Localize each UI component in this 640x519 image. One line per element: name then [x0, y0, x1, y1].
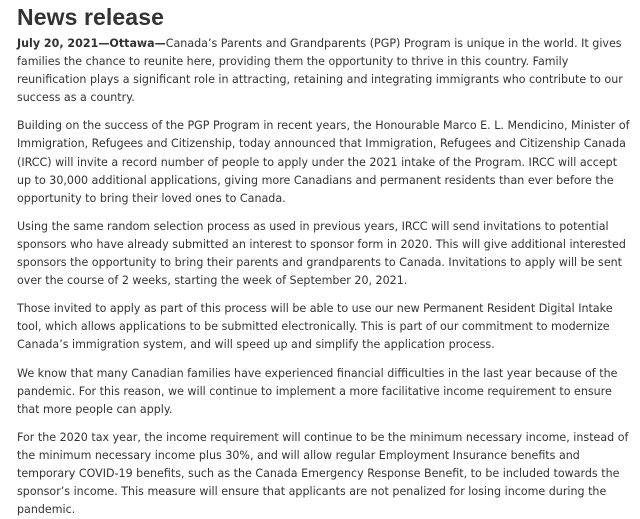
paragraph-digital-intake: Those invited to apply as part of this process will be able to use our new Permanent Resident Digital Intake tool, which allows applications to be submitted electronically. This is part of our commitment to modernize Canada’s immigration system, and will speed up and simplify the application process.	[17, 302, 613, 352]
page-title: News release	[17, 4, 164, 30]
paragraph-income-requirement: For the 2020 tax year, the income requirement will continue to be the minimum necessary income, instead of the minimum necessary income plus 30%, and will allow regular Employment Insurance benefits and temporary COVID-19 benefits, such as the Canada Emergency Response Benefit, to be included towards the sponsor’s income. This measure will ensure that applicants are not penalized for losing income during the pandemic.	[17, 430, 629, 517]
paragraph-announcement: Building on the success of the PGP Program in recent years, the Honourable Marco E. L. Mendicino, Minister of Immigration, Refugees and Citizenship, today announced that Immigration, Refugees and Citizenship Canada (IRCC) will invite a record number of people to apply under the 2021 intake of the Program. IRCC will accept up to 30,000 additional applications, giving more Canadians and permanent residents than ever before the opportunity to bring their loved ones to Canada.	[17, 119, 630, 205]
dateline: July 20, 2021—Ottawa—	[17, 37, 166, 50]
paragraph-intro-text: Canada’s Parents and Grandparents (PGP) Program is unique in the world. It gives families the chance to reunite here, providing them the opportunity to thrive in this country. Family reunification plays a significant role in attracting, retaining and integrating immigrants who contribute to our success as a country.	[17, 37, 623, 105]
paragraph-financial-difficulties: We know that many Canadian families have experienced financial difficulties in the last year because of the pandemic. For this reason, we will continue to implement a more facilitative income requirement to ensure that more people can apply.	[17, 366, 618, 416]
paragraph-intro	[17, 35, 630, 107]
paragraph-selection-process: Using the same random selection process as used in previous years, IRCC will send invitations to potential sponsors who have already submitted an interest to sponsor form in 2020. This will give additional interested sponsors the opportunity to bring their parents and grandparents to Canada. Invitations to apply will be sent over the course of 2 weeks, starting the week of September 20, 2021.	[17, 219, 626, 288]
